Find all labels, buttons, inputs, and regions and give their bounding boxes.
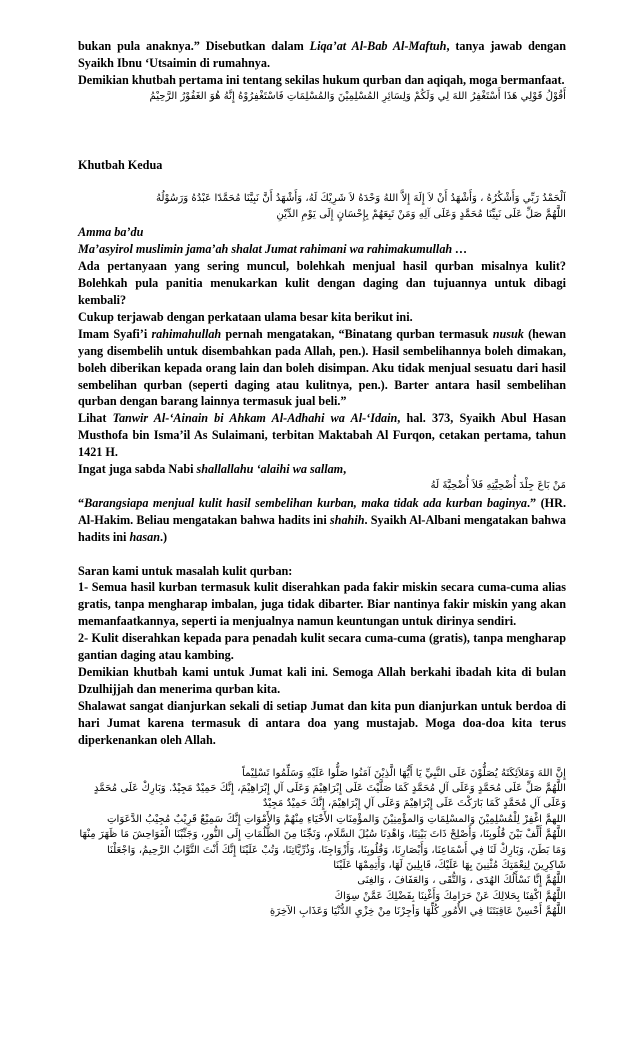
doa-line: اللَّهُمَّ أَحْسِنْ عَاقِبَتَنَا فِي الأُمُورِ كُلِّهَا وَأجِرْنَا مِنْ خِزْيِ الدُّنْيَا وَعَذَابِ الآخِرَةِ xyxy=(269,906,566,918)
closing-paragraph: Demikian khutbah kami untuk Jumat kali ini. Semoga Allah berkahi ibadah kita di bulan Dzulhijjah dan menerima qurban kita. xyxy=(78,665,566,696)
doa-line: اللَّهُمَّ صَلِّ عَلَى مُحَمَّدٍ وَعَلَى آلِ مُحَمَّدٍ كَمَا صَلَّيْتَ عَلَى إِبْرَاهِيْمَ وَعَلَى آلِ إِبْرَاهِيْمَ، إِنَّكَ حَمِيْدٌ مَجِيْدٌ. وَبَارِكْ عَلَى مُحَمَّدٍ وَعَلَى آلِ مُحَمَّدٍ كَمَا بَارَكْتَ عَلَى إِبْرَاهِيْمَ وَعَلَى آلِ إِبْرَاهِيْمَ، إِنَّكَ حَمِيْدٌ مَجِيْدٌ xyxy=(93,782,566,810)
saran-point-2: 2- Kulit diserahkan kepada para penadah kulit secara cuma-cuma (gratis), tanpa mengharap gantian daging atau kambing. xyxy=(78,631,566,663)
book-title: Liqa’at Al-Bab Al-Maftuh xyxy=(309,39,447,53)
shalawat-paragraph: Shalawat sangat dianjurkan sekali di setiap Jumat dan kita pun dianjurkan untuk berdoa di hari Jumat karena termasuk di antara doa yang mustajab. Moga doa-doa kita terus diperkenankan oleh Allah. xyxy=(78,698,566,747)
doa-line: اللهمَّ اغْفِرْ لِلْمُسْلِمِيْنَ وَالمسْلِمَاتِ وَالمؤْمِنِيْنَ وَالمؤْمِنَاتِ الأَحْيَاءِ مِنْهُمْ وَالأَمْوَاتِ إِنَّكَ سَمِيْعٌ قَرِيْبٌ مُجِيْبُ الدَّعَوَاتِ xyxy=(106,813,566,825)
saran-heading: Saran kami untuk masalah kulit qurban: xyxy=(78,563,293,578)
document-page xyxy=(78,38,566,920)
arabic-hamdalah: اَلْحَمْدُ رَبِّي وَأَشْكُرُهُ ، وَأَشْهَدُ أَنْ لاَ إِلَهَ إِلاَّ اللهُ وَحْدَهُ لاَ شَرِيْكَ لَهُ، وَأَشْهَدُ أَنَّ نَبِيَّنَا مُحَمَّدًا عَبْدُهُ وَرَسُوْلُهُ xyxy=(155,192,566,204)
amma-badu: Amma ba’du xyxy=(78,225,144,240)
doa-line: إِنَّ اللهَ وَمَلاَئِكَتَهُ يُصَلُّوْنَ عَلَى النَّبِيِّ يَا أَيُّهَا الَّذِيْنَ آمَنُوا صَلُّوا عَلَيْهِ وَسَلِّمُوا تَسْلِيْماً xyxy=(242,767,566,779)
reference-paragraph: Lihat Tanwir Al-‘Ainain bi Ahkam Al-Adhahi wa Al-‘Idain, hal. 373, Syaikh Abul Hasan Musthofa bin Isma’il As Sulaimani, terbitan Maktabah Al Furqon, cetakan pertama, tahun 1421 H. xyxy=(78,411,566,460)
arabic-shalawat-opening: اللَّهُمَّ صَلِّ عَلَى نَبِيِّنَا مُحَمَّدٍ وَعَلَى آلِهِ وَمَنْ تَبِعَهُمْ بِإِحْسَانٍ إِلَى يَوْمِ الدِّيْنِ xyxy=(276,209,566,221)
intro-paragraph: bukan pula anaknya.” Disebutkan dalam Liqa’at Al-Bab Al-Maftuh, tanya jawab dengan Syaikh Ibnu ‘Utsaimin di rumahnya. xyxy=(78,39,567,70)
doa-line: اللَّهُمَّ أَلِّفْ بَيْنَ قُلُوبِنَا، وَأَصْلِحْ ذَاتَ بَيْنِنَا، وَاهْدِنَا سُبُلَ السَّلَامِ، وَنَجِّنَا مِنَ الظُّلُمَاتِ إِلَى النُّورِ، وَجَنِّبْنَا الْفَوَاحِشَ مَا ظَهَرَ مِنْهَا وَمَا بَطَنَ، وَبَارِكْ لَنَا فِي أَسْمَاعِنَا، وَأَبْصَارِنَا، وَقُلُوبِنَا، وَأَزْوَاجِنَا، وَذُرِّيَّاتِنَا، وَتُبْ عَلَيْنَا إِنَّكَ أَنْتَ التَّوَّابُ الرَّحِيمُ، وَاجْعَلْنَا شَاكِرِينَ لِنِعْمَتِكَ مُثْنِينَ بِهَا عَلَيْكَ، قَابِلِينَ لَهَا، وَأَتِمِمْهَا عَلَيْنَا xyxy=(79,829,566,871)
saran-point-1: 1- Semua hasil kurban termasuk kulit diserahkan pada fakir miskin secara cuma-cuma alias gratis, tanpa mengharap imbalan, juga tidak dibarter. Biar nantinya fakir miskin yang akan memanfaatkannya, seperti ia menjualnya namun keuntungan untuk dirinya sendiri. xyxy=(78,580,566,629)
arabic-hadith: مَنْ بَاعَ جِلْدَ أُضْحِيَّتِهِ فَلاَ أُضْحِيَّةَ لَهُ xyxy=(430,479,566,491)
maasyirol-muslimin: Ma’asyirol muslimin jama’ah shalat Jumat rahimani wa rahimakumullah … xyxy=(78,242,468,257)
imam-syafii-quote: Imam Syafi’i rahimahullah pernah mengatakan, “Binatang qurban termasuk nusuk (hewan yang disembelih untuk disembahkan pada Allah, pen.). Hasil sembelihannya boleh dimakan, boleh diberikan kepada orang lain dan boleh disimpan. Aku tidak menjual sesuatu dari hasil sembelihan qurban (seperti daging atau kulitnya, pen.). Barter antara hasil sembelihan qurban dengan barang lainnya termasuk jual beli.” xyxy=(78,326,566,409)
closing-first-khutbah: Demikian khutbah pertama ini tentang sekilas hukum qurban dan aqiqah, moga bermanfaat. xyxy=(78,72,565,87)
hadith-translation: “Barangsiapa menjual kulit hasil sembelihan kurban, maka tidak ada kurban baginya.” (HR. Al-Hakim. Beliau mengatakan bahwa hadits ini shahih. Syaikh Al-Albani mengatakan bahwa hadits ini hasan.) xyxy=(78,495,566,544)
arabic-istighfar: أَقُوْلُ قَوْلِي هَذَا أَسْتَغْفِرُ اللهَ لِي وَلَكُمْ وَلِسَائِرِ المُسْلِمِيْنَ وَالمُسْلِمَاتِ فَاسْتَغْفِرُوْهُ إِنَّهُ هُوَ الغَفُوْرُ الرَّحِيْمُ xyxy=(149,90,566,102)
khutbah-kedua-heading: Khutbah Kedua xyxy=(78,157,163,172)
question-paragraph: Ada pertanyaan yang sering muncul, bolehkah menjual hasil qurban misalnya kulit? Bolehkah pula panitia menukarkan kulit dengan daging dan tujuannya untuk dibagi kembali? xyxy=(78,259,566,307)
cukup-terjawab: Cukup terjawab dengan perkataan ulama besar kita berikut ini. xyxy=(78,309,413,324)
doa-line: اللَّهُمَّ إِنَّا نَسْأَلُكَ الهُدَى ، وَالتُّقَى ، وَالعَفَافَ ، وَالغِنَى xyxy=(357,875,566,887)
doa-line: اللَّهُمَّ اكْفِنَا بِحَلالِكَ عَنْ حَرَامِكَ وَأَغْنِنَا بِفَضْلِكَ عَمَّنْ سِوَاكَ xyxy=(334,890,566,902)
ingat-sabda: Ingat juga sabda Nabi shallallahu ‘alaihi wa sallam, xyxy=(78,462,347,477)
